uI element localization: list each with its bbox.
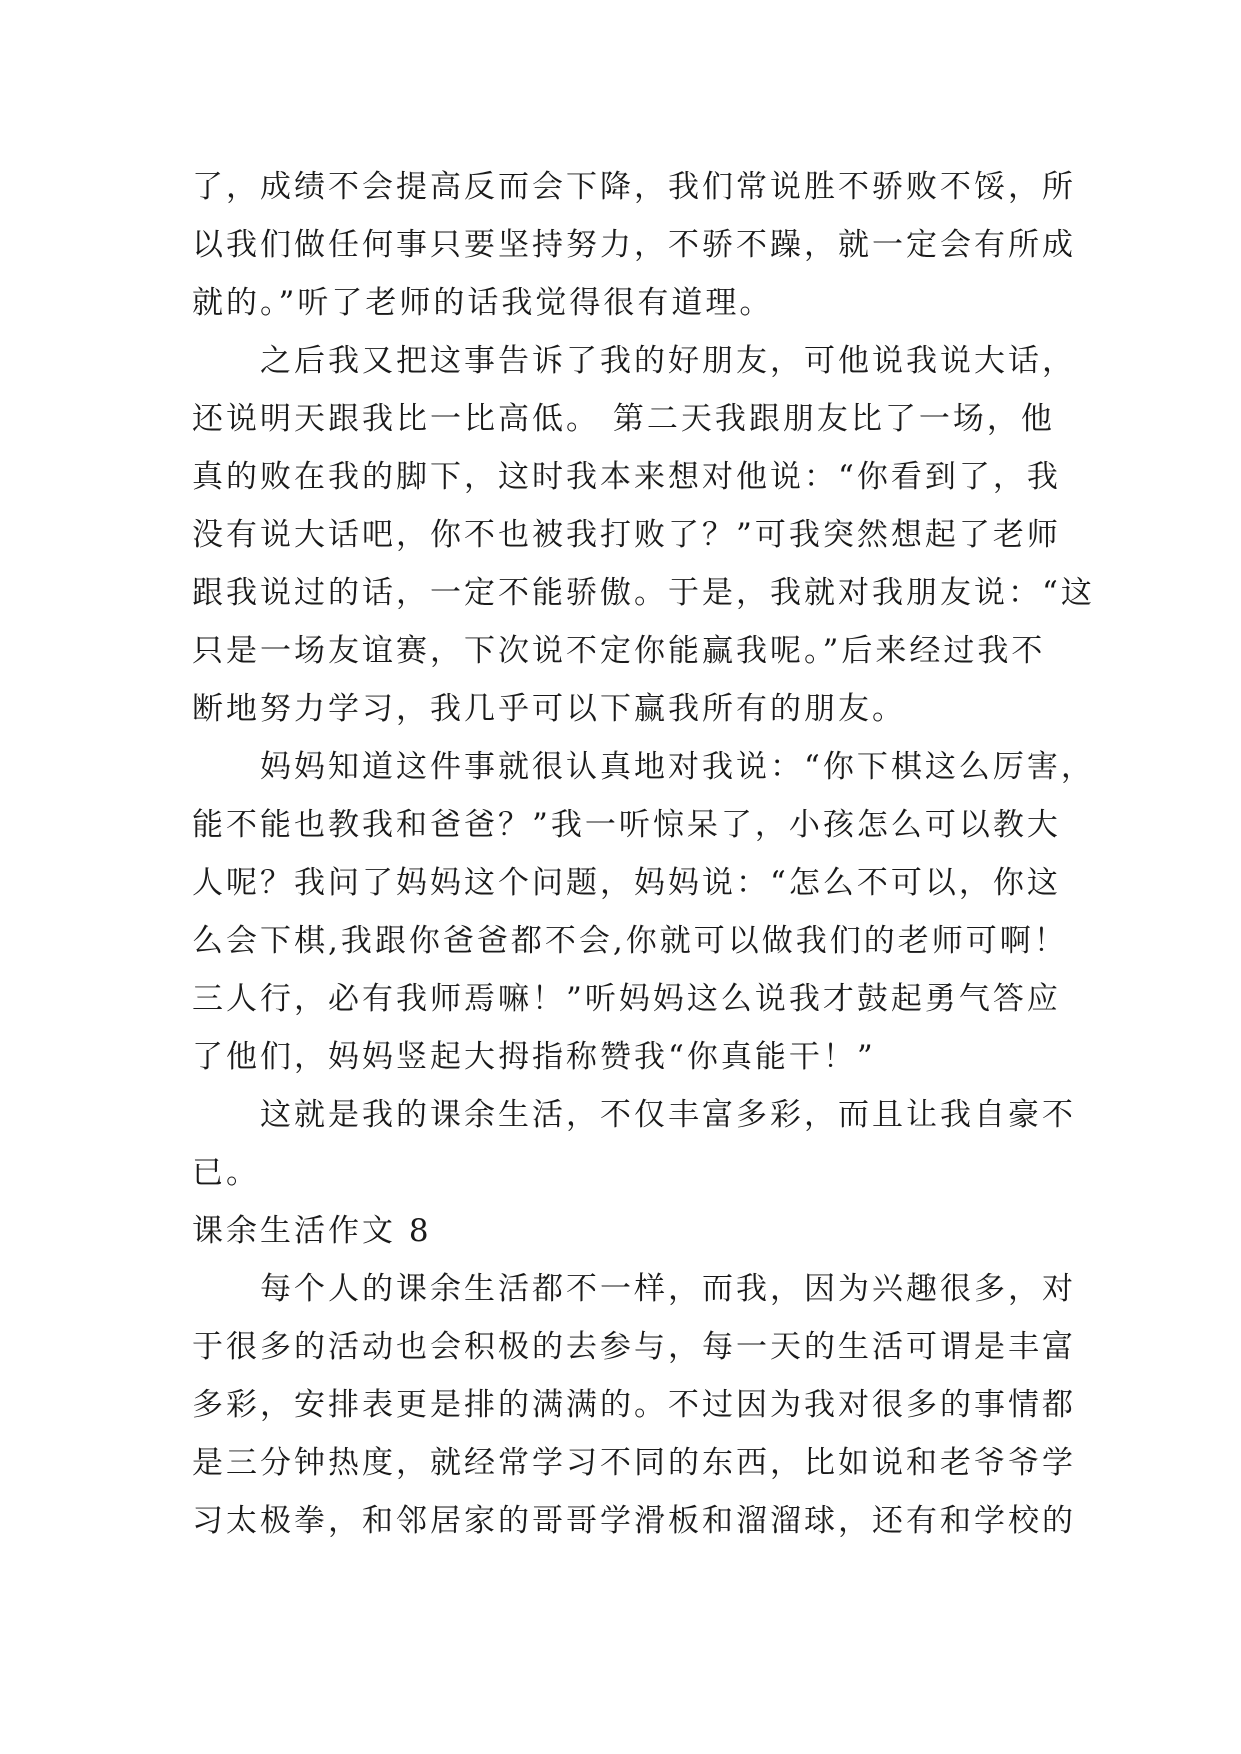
text-line: 真的败在我的脚下，这时我本来想对他说：“你看到了，我 [192,459,1061,495]
text-line: 妈妈知道这件事就很认真地对我说：“你下棋这么厉害， [260,749,1095,785]
text-line: 于很多的活动也会积极的去参与，每一天的生活可谓是丰富 [192,1329,1076,1365]
text-line: 已。 [192,1155,260,1191]
text-line: 了，成绩不会提高反而会下降，我们常说胜不骄败不馁，所 [192,169,1076,205]
document-body [192,158,1095,1550]
text-line: 么会下棋,我跟你爸爸都不会,你就可以做我们的老师可啊！ [192,923,1068,959]
text-line: 习太极拳，和邻居家的哥哥学滑板和溜溜球，还有和学校的 [192,1503,1076,1539]
text-line: 跟我说过的话，一定不能骄傲。于是，我就对我朋友说：“这 [192,575,1095,611]
text-line: 没有说大话吧，你不也被我打败了？”可我突然想起了老师 [192,517,1061,553]
text-line: 以我们做任何事只要坚持努力，不骄不躁，就一定会有所成 [192,227,1076,263]
text-line: 是三分钟热度，就经常学习不同的东西，比如说和老爷爷学 [192,1445,1076,1481]
text-line: 断地努力学习，我几乎可以下赢我所有的朋友。 [192,691,906,727]
text-line: 三人行，必有我师焉嘛！”听妈妈这么说我才鼓起勇气答应 [192,981,1061,1017]
text-line: 每个人的课余生活都不一样，而我，因为兴趣很多，对 [260,1271,1076,1307]
text-line: 还说明天跟我比一比高低。 第二天我跟朋友比了一场，他 [192,401,1055,437]
text-line: 之后我又把这事告诉了我的好朋友，可他说我说大话， [260,343,1076,379]
text-line: 就的。”听了老师的话我觉得很有道理。 [192,285,774,321]
text-line: 人呢？我问了妈妈这个问题，妈妈说：“怎么不可以，你这 [192,865,1061,901]
section-heading: 课余生活作文 8 [192,1213,432,1249]
text-line: 了他们，妈妈竖起大拇指称赞我“你真能干！” [192,1039,876,1075]
text-line: 这就是我的课余生活，不仅丰富多彩，而且让我自豪不 [260,1097,1076,1133]
text-line: 多彩，安排表更是排的满满的。不过因为我对很多的事情都 [192,1387,1076,1423]
text-line: 能不能也教我和爸爸？”我一听惊呆了，小孩怎么可以教大 [192,807,1061,843]
text-line: 只是一场友谊赛，下次说不定你能赢我呢。”后来经过我不 [192,633,1046,669]
